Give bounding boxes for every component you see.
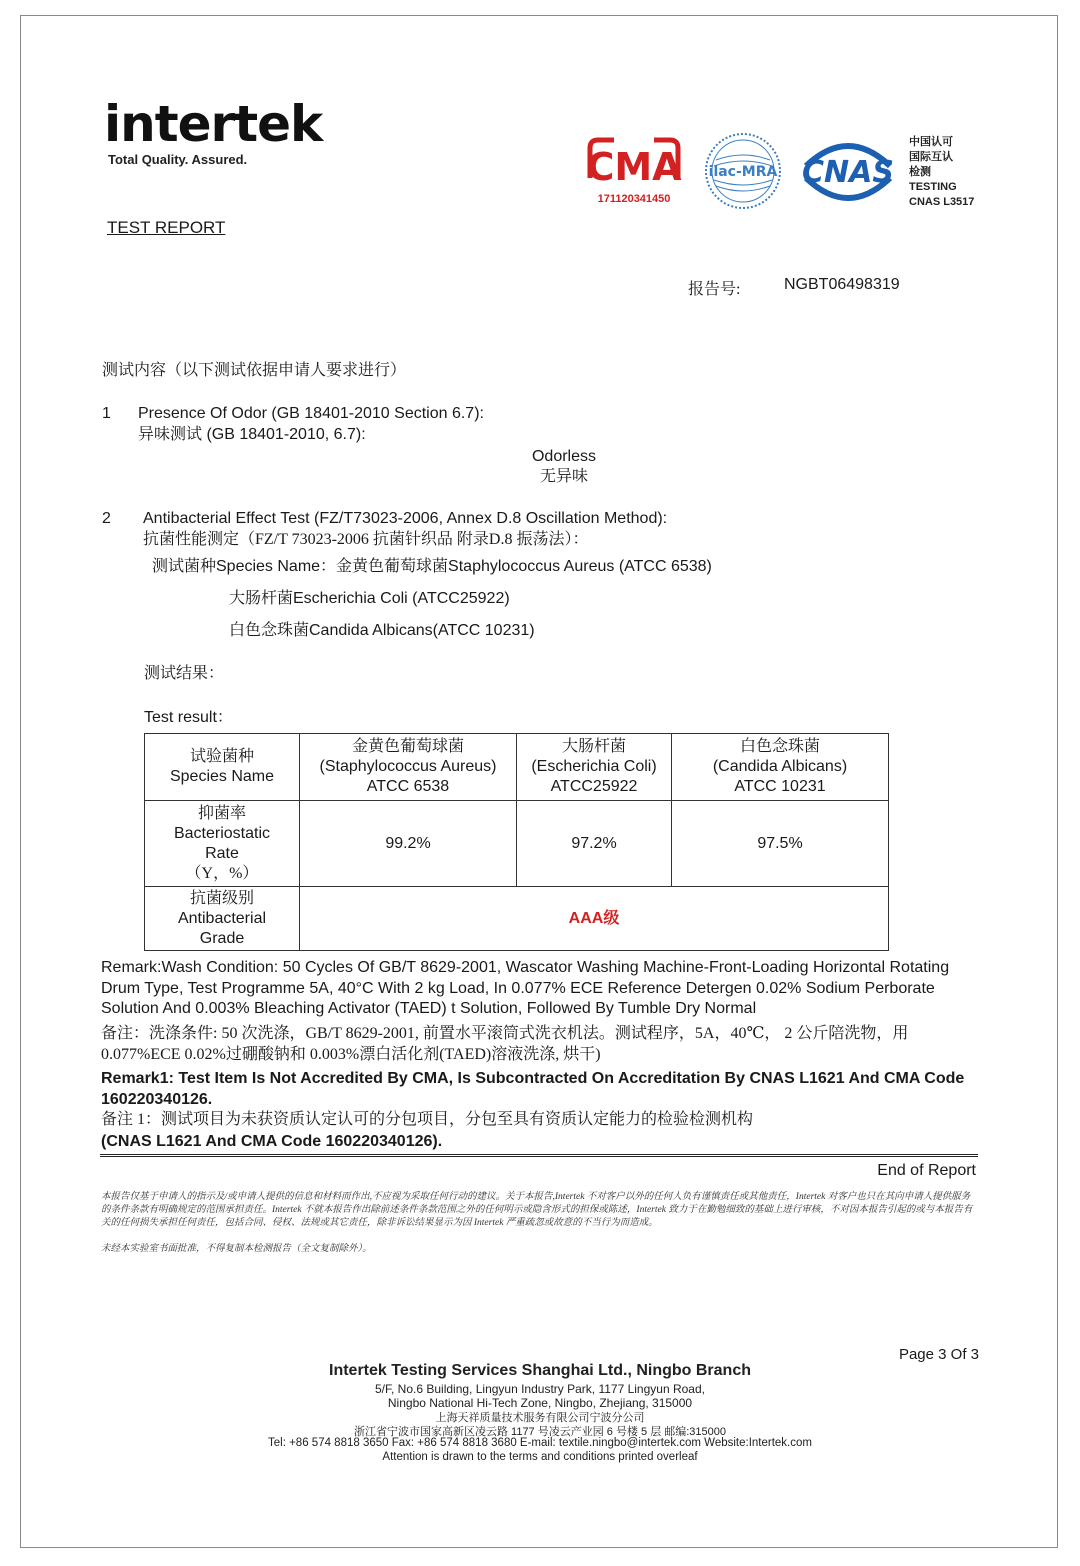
item2-title-cn: 抗菌性能测定（FZ/T 73023-2006 抗菌针织品 附录D.8 振荡法）：: [143, 531, 589, 548]
cnas-mark-text: CNAS: [802, 155, 894, 190]
item2-title-en: Antibacterial Effect Test (FZ/T73023-2006, Annex D.8 Oscillation Method):: [143, 510, 668, 527]
report-number: [688, 276, 900, 299]
report-number-value: NGBT06498319: [784, 276, 900, 293]
cma-code: 171120341450: [597, 193, 671, 205]
disclaimer-copy-notice: 未经本实验室书面批准，不得复制本检测报告（全文复制除外）。: [101, 1244, 372, 1254]
report-type-heading: TEST REPORT: [107, 218, 226, 237]
cert-line: 国际互认: [909, 151, 953, 163]
cma-mark-text: CMA: [586, 145, 682, 189]
logo-tagline: Total Quality. Assured.: [108, 152, 248, 167]
cert-line: 中国认可: [909, 136, 953, 148]
species-column-3: 白色念珠菌 (Candida Albicans) ATCC 10231: [672, 734, 889, 801]
species-line-2: 大肠杆菌Escherichia Coli (ATCC25922): [229, 590, 510, 607]
species-column-2: 大肠杆菌 (Escherichia Coli) ATCC25922: [517, 734, 672, 801]
grade-value: AAA级: [300, 887, 889, 951]
footer-attention: Attention is drawn to the terms and conditions printed overleaf: [382, 1451, 698, 1463]
rate-value-3: 97.5%: [672, 801, 889, 887]
test-result-label-en: Test result：: [144, 709, 233, 726]
rate-label-cell: 抑菌率 Bacteriostatic Rate （Y，%）: [145, 801, 300, 887]
table-row: [145, 887, 889, 951]
footer-contact: Tel: +86 574 8818 3650 Fax: +86 574 8818 3680 E-mail: textile.ningbo@intertek.com Website:Intertek.com: [268, 1437, 812, 1449]
item1-title-cn: 异味测试 (GB 18401-2010, 6.7):: [138, 426, 366, 443]
disclaimer-text: 本报告仅基于申请人的指示及/或申请人提供的信息和材料而作出,不应视为采取任何行动的建议。关于本报告,Intertek 不对客户以外的任何人负有谨慎责任或其他责任，Intertek 对客户也只在其向申请人提供服务的条件条款有明确规定的范围承担责任。Intertek 不就本报告作出除前述条件条款范围之外的任何明示或隐含形式的担保或陈述，Intertek 致力于在勤勉细致的基础上进行审核，不对因本报告引起的或与本报告有关的任何损失承担任何责任，包括合同、侵权、法规或其它责任，除非诉讼结果显示为因 Intertek 严重疏忽或故意的不当行为而造成。: [101, 1192, 973, 1228]
remark1-en: Remark1: Test Item Is Not Accredited By CMA, Is Subcontracted On Accreditation By CNAS L1621 And CMA Code 160220340126.: [101, 1070, 965, 1108]
cert-line: 检测: [909, 166, 931, 178]
remark-en: Remark:Wash Condition: 50 Cycles Of GB/T 8629-2001, Wascator Washing Machine-Front-Loading Horizontal Rotating Drum Type, Test Programme 5A, 40°C With 2 kg Load, In 0.077% ECE Reference Detergen 0.02% Sodium Perborate Solution And 0.003% Bleaching Activator (TAED) t Solution, Followed By Tumble Dry Normal: [101, 959, 950, 1017]
cnas-cert-text: [909, 135, 974, 210]
rate-value-1: 99.2%: [300, 801, 517, 887]
species-line-3: 白色念珠菌Candida Albicans(ATCC 10231): [229, 622, 535, 639]
cnas-seal-icon: [798, 136, 898, 206]
grade-label-cell: 抗菌级别 Antibacterial Grade: [145, 887, 300, 951]
species-header-cell: 试验菌种 Species Name: [145, 734, 300, 801]
divider: [100, 1154, 978, 1157]
report-number-label: 报告号:: [688, 281, 741, 298]
species-line-1: 测试菌种Species Name：金黄色葡萄球菌Staphylococcus Aureus (ATCC 6538): [152, 558, 712, 575]
remark-cn: 备注：洗涤条件: 50 次洗涤，GB/T 8629-2001, 前置水平滚筒式洗衣机法。测试程序，5A，40℃， 2 公斤陪洗物，用0.077%ECE 0.02%过硼酸钠和 0.003%漂白活化剂(TAED)溶液洗涤, 烘干): [101, 1025, 909, 1063]
rate-value-2: 97.2%: [517, 801, 672, 887]
table-row: [145, 801, 889, 887]
item1-title-en: Presence Of Odor (GB 18401-2010 Section 6.7):: [138, 405, 484, 422]
cert-line: CNAS L3517: [909, 196, 975, 208]
results-table: [144, 733, 889, 951]
footer-company: Intertek Testing Services Shanghai Ltd., Ningbo Branch: [329, 1362, 751, 1379]
species-column-1: 金黄色葡萄球菌 (Staphylococcus Aureus) ATCC 6538: [300, 734, 517, 801]
ilac-mra-seal-icon: [700, 130, 786, 212]
intertek-logo: intertek: [104, 95, 323, 153]
test-result-label-cn: 测试结果：: [144, 665, 225, 682]
cert-line: TESTING: [909, 181, 957, 193]
footer-address-1: 5/F, No.6 Building, Lingyun Industry Park, 1177 Lingyun Road,: [375, 1382, 705, 1396]
item1-result-cn: 无异味: [539, 468, 588, 485]
footer-company-cn: 上海天祥质量技术服务有限公司宁波分公司: [435, 1412, 645, 1424]
footer-address-2: Ningbo National Hi-Tech Zone, Ningbo, Zhejiang, 315000: [387, 1396, 693, 1410]
item1-number: 1: [102, 405, 111, 422]
test-content-intro: 测试内容（以下测试依据申请人要求进行）: [102, 362, 407, 379]
remark1-cn-codes: (CNAS L1621 And CMA Code 160220340126).: [101, 1133, 443, 1150]
table-row: [145, 734, 889, 801]
remark1-cn: 备注 1：测试项目为未获资质认定认可的分包项目，分包至具有资质认定能力的检验检测机构: [101, 1111, 754, 1128]
end-of-report: End of Report: [877, 1162, 976, 1179]
ilac-mark-text: ilac-MRA: [708, 164, 778, 180]
footer-address-cn: 浙江省宁波市国家高新区凌云路 1177 号凌云产业园 6 号楼 5 层 邮编:315000: [353, 1426, 727, 1438]
item2-number: 2: [102, 510, 111, 527]
item1-result-en: Odorless: [531, 448, 597, 465]
page-number: Page 3 Of 3: [898, 1346, 979, 1363]
